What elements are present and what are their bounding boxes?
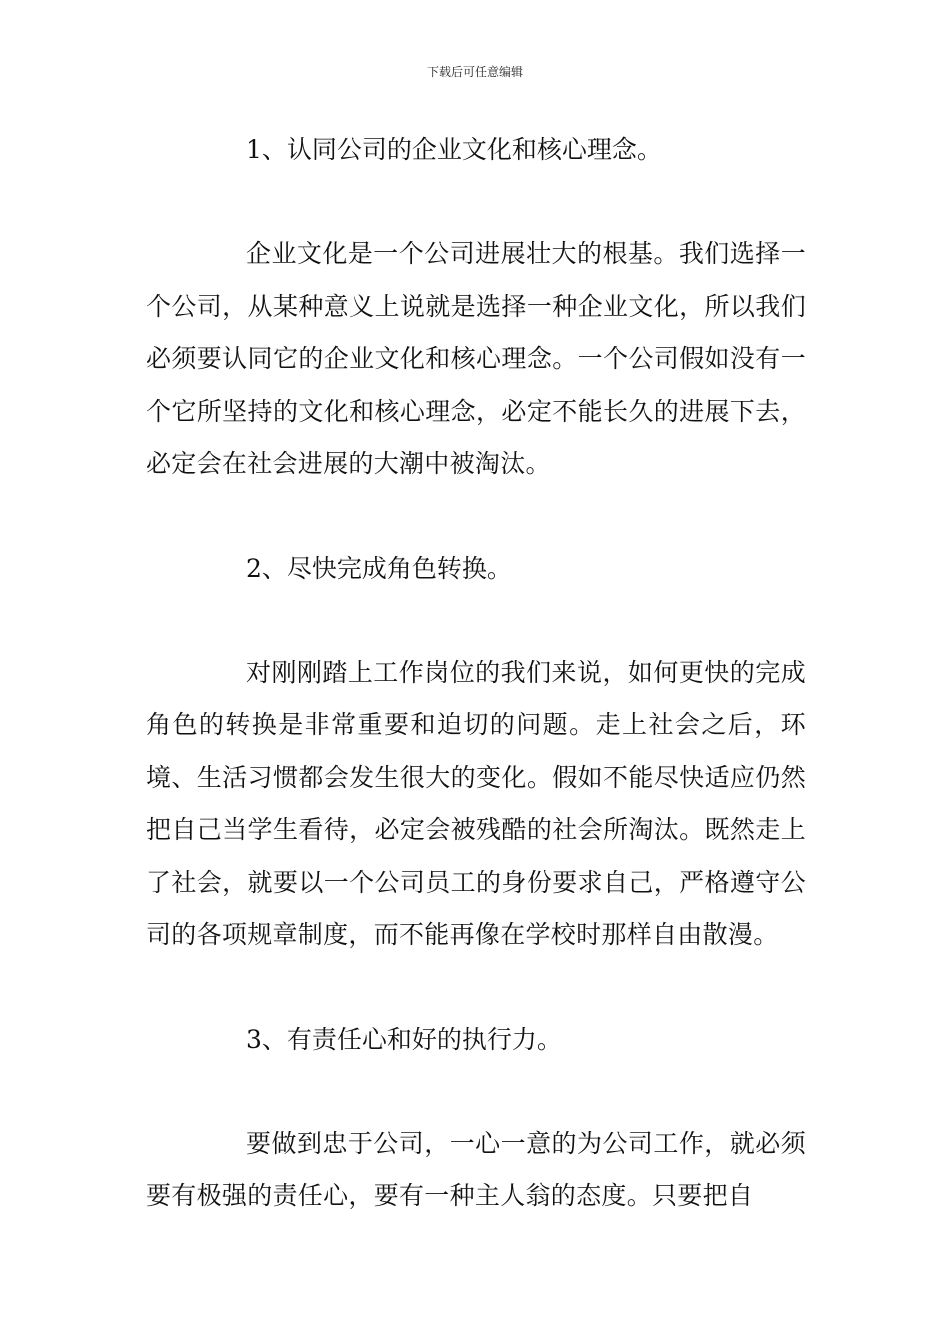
section-paragraph-3: 要做到忠于公司，一心一意的为公司工作，就必须要有极强的责任心，要有一种主人翁的态度。只要把自 — [146, 1128, 806, 1210]
document-body — [146, 124, 806, 1223]
section-heading-3: 3、有责任心和好的执行力。 — [246, 1024, 562, 1054]
section-heading-1: 1、认同公司的企业文化和核心理念。 — [246, 135, 662, 164]
page-header-note: 下载后可任意编辑 — [426, 65, 523, 79]
section-paragraph-1: 企业文化是一个公司进展壮大的根基。我们选择一个公司，从某种意义上说就是选择一种企业文化，所以我们必须要认同它的企业文化和核心理念。一个公司假如没有一个它所坚持的文化和核心理念，必定不能长久的进展下去，必定会在社会进展的大潮中被淘汰。 — [146, 239, 806, 478]
section-paragraph-2: 对刚刚踏上工作岗位的我们来说，如何更快的完成角色的转换是非常重要和迫切的问题。走上社会之后，环境、生活习惯都会发生很大的变化。假如不能尽快适应仍然把自己当学生看待，必定会被残酷的社会所淘汰。既然走上了社会，就要以一个公司员工的身份要求自己，严格遵守公司的各项规章制度，而不能再像在学校时那样自由散漫。 — [146, 657, 806, 949]
section-heading-2: 2、尽快完成角色转换。 — [246, 553, 512, 583]
